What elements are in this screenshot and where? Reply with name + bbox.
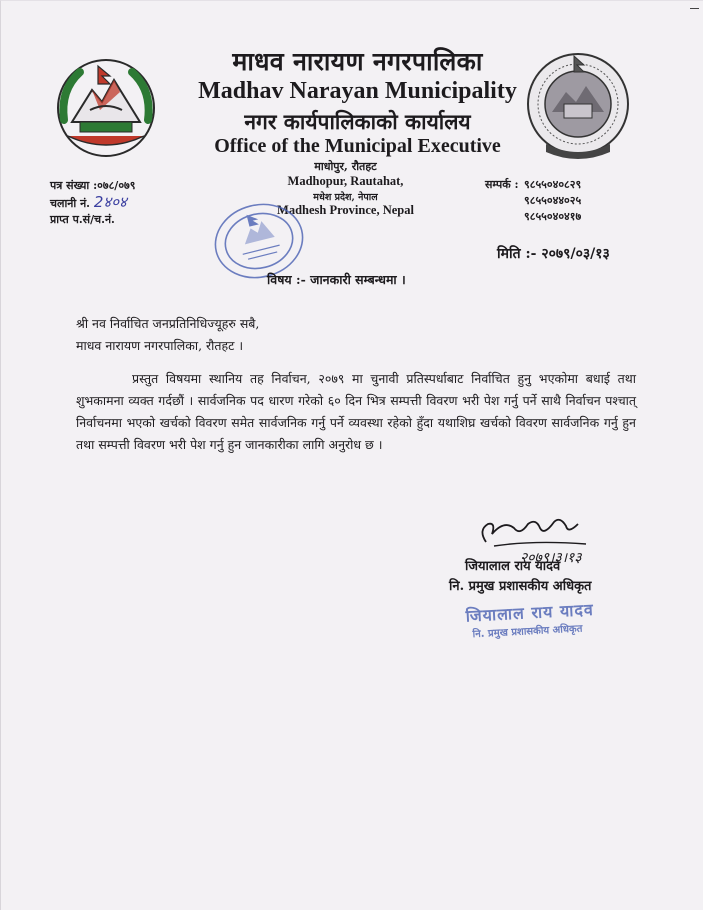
office-name-en: Office of the Municipal Executive — [214, 135, 501, 157]
contact-line — [485, 193, 581, 209]
contact-number-3: ९८५५०४०४१७ — [524, 210, 582, 223]
address-line1-np: माधोपुर, रौतहट — [314, 160, 377, 173]
reference-block — [50, 178, 135, 228]
addressee-block — [76, 313, 259, 357]
contact-number-2: ९८५५०४४०२५ — [524, 194, 582, 207]
letter-number: ०७८/०७९ — [97, 179, 136, 192]
dispatch-number-row — [50, 194, 135, 212]
contact-block — [485, 177, 581, 225]
signature-date: २०७९।३।१३ — [520, 550, 582, 566]
received-label: प्राप्त प.सं/च.नं. — [50, 213, 115, 226]
stamp-title: नि. प्रमुख प्रशासकीय अधिकृत — [472, 623, 583, 641]
contact-number-1: ९८५५०४०८२९ — [524, 178, 582, 191]
address-line2-en: Madhesh Province, Nepal — [277, 203, 414, 217]
addressee-line1: श्री नव निर्वाचित जनप्रतिनिधिज्यूहरु सबै, — [76, 316, 260, 331]
subject-line: विषय :- जानकारी सम्बन्धमा । — [267, 272, 406, 287]
office-name-np: नगर कार्यपालिकाको कार्यालय — [244, 109, 471, 134]
letter-body — [76, 368, 636, 456]
stamp-name: जियालाल राय यादव — [465, 599, 595, 626]
name-stamp — [465, 597, 605, 644]
addressee-line2: माधव नारायण नगरपालिका, रौतहट । — [76, 338, 244, 353]
letter-number-row — [50, 178, 135, 194]
municipality-name-np: माधव नारायण नगरपालिका — [232, 47, 483, 76]
signatory-name: जियालाल राय यादव — [465, 559, 561, 574]
office-round-stamp — [210, 200, 308, 282]
letter-date: मिति :- २०७९/०३/१३ — [497, 246, 610, 262]
body-paragraph: प्रस्तुत विषयमा स्थानिय तह निर्वाचन, २०७९ मा चुनावी प्रतिस्पर्धाबाट निर्वाचित हुनु भएकोमा बधाई तथा शुभकामना व्यक्त गर्दछौं । सार्वजनिक पद धारण गरेको ६० दिन भित्र सम्पत्ती विवरण भरी पेश गर्नु पर्ने साथै निर्वाचन पश्चात् निर्वाचनमा भएको खर्चको विवरण समेत सार्वजनिक गर्नु पर्ने व्यवस्था रहेको हुँदा यथाशिघ्र खर्चको विवरण सार्वजनिक गर्नु हुन तथा सम्पत्ती विवरण भरी पेश गर्नु हुन जानकारीका लागि अनुरोध छ । — [76, 371, 636, 452]
contact-line — [485, 209, 581, 225]
dispatch-number: 2४०४ — [93, 193, 127, 211]
letter-number-label: पत्र संख्या : — [50, 179, 98, 192]
contact-line — [485, 177, 581, 193]
edge-mark — [690, 8, 699, 9]
signatory-title: नि. प्रमुख प्रशासकीय अधिकृत — [449, 579, 592, 594]
address-line2-np: मधेश प्रदेश, नेपाल — [313, 192, 378, 203]
address-line1-en: Madhopur, Rautahat, — [287, 174, 404, 188]
contact-label: सम्पर्क : — [485, 178, 519, 191]
municipality-name-en: Madhav Narayan Municipality — [198, 78, 517, 104]
dispatch-number-label: चलानी नं. — [50, 197, 91, 210]
